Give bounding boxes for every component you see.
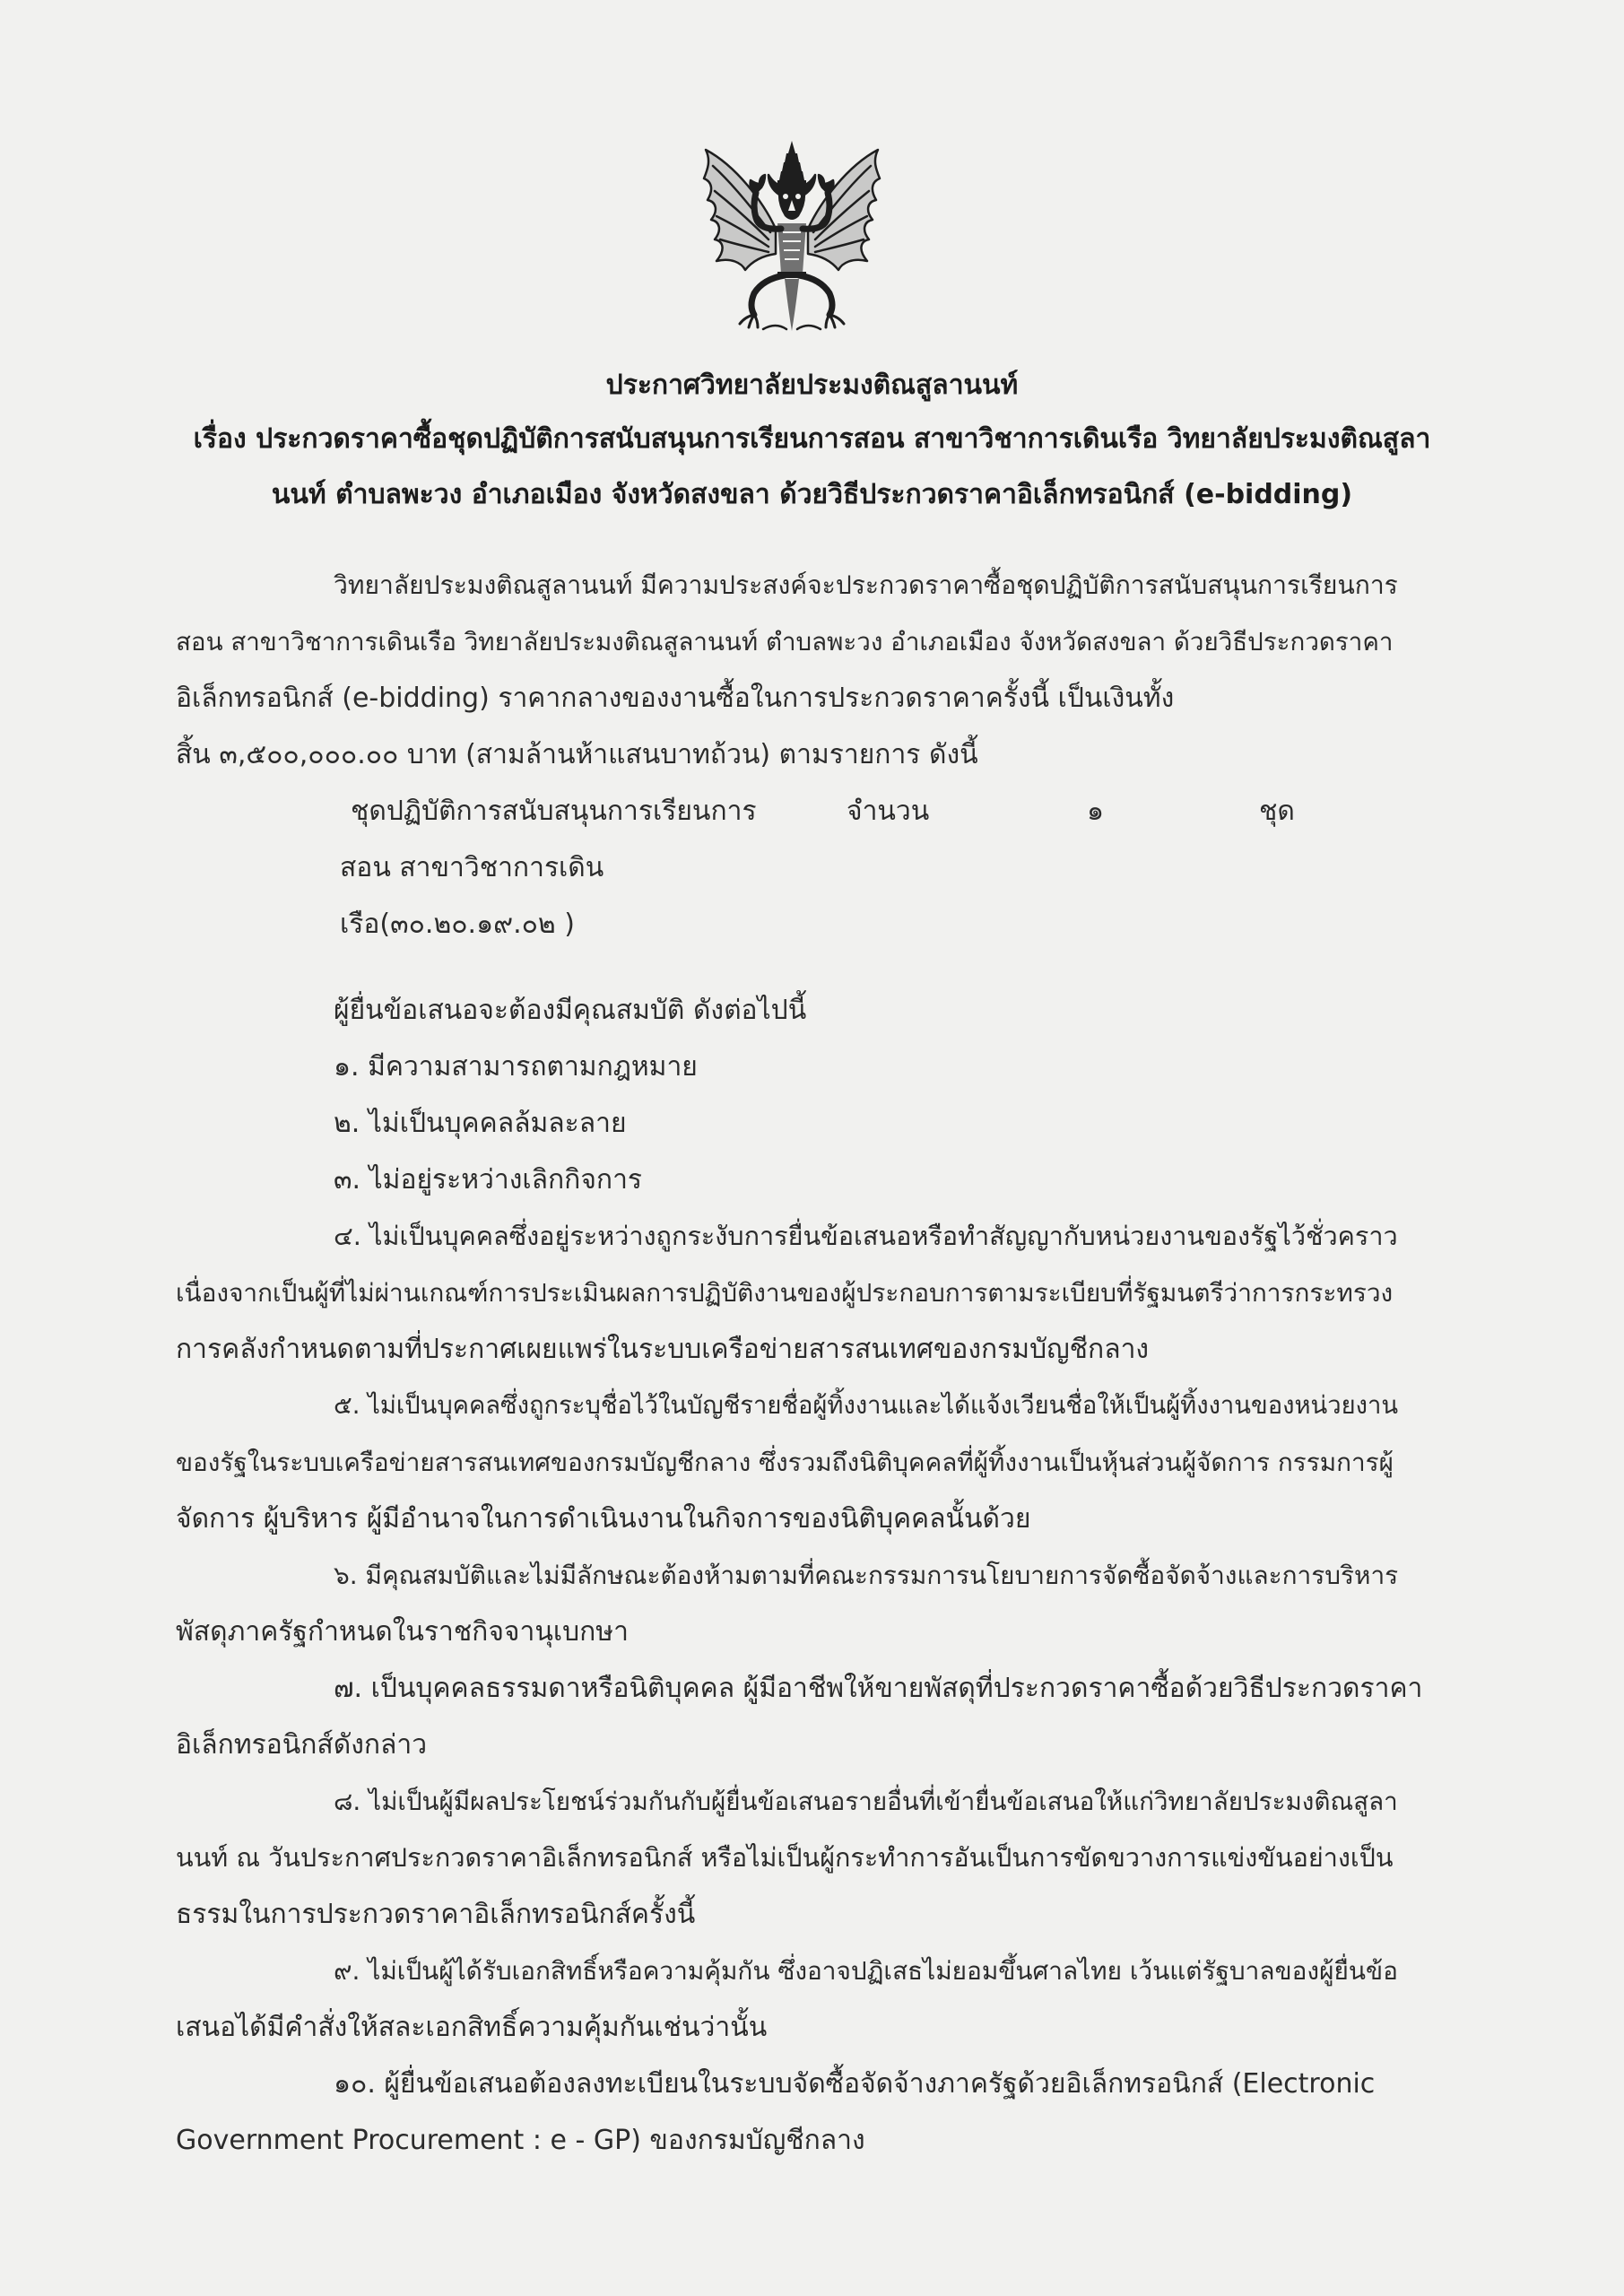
- qualification-line: ๓. ไม่อยู่ระหว่างเลิกกิจการ: [334, 1164, 643, 1196]
- garuda-emblem: [700, 139, 883, 337]
- qualification-line: เนื่องจากเป็นผู้ที่ไม่ผ่านเกณฑ์การประเมินผลการปฏิบัติงานของผู้ประกอบการตามระเบียบที่รัฐมนตรีว่าการกระทรวง: [176, 1278, 1394, 1308]
- qualification-line: ๒. ไม่เป็นบุคคลล้มละลาย: [334, 1108, 627, 1139]
- item-description-line: เรือ(๓๐.๒๐.๑๙.๐๒ ): [340, 909, 575, 940]
- qualification-item: [176, 1773, 1431, 1943]
- intro-paragraph-line: วิทยาลัยประมงติณสูลานนท์ มีความประสงค์จะประกวดราคาซื้อชุดปฏิบัติการสนับสนุนการเรียนการ: [334, 570, 1398, 600]
- qualification-item: [176, 1208, 1431, 1378]
- item-description-line: ชุดปฏิบัติการสนับสนุนการเรียนการ: [351, 796, 757, 827]
- qualification-line: ๑. มีความสามารถตามกฎหมาย: [334, 1051, 698, 1083]
- qualification-line: Government Procurement : e - GP) ของกรมบัญชีกลาง: [176, 2125, 865, 2156]
- qualification-line: พัสดุภาครัฐกำหนดในราชกิจจานุเบกษา: [176, 1616, 629, 1648]
- qualification-line: ๙. ไม่เป็นผู้ได้รับเอกสิทธิ์หรือความคุ้มกัน ซึ่งอาจปฏิเสธไม่ยอมขึ้นศาลไทย เว้นแต่รัฐบาลของผู้ยื่นข้อ: [334, 1956, 1398, 1986]
- qualification-line: ของรัฐในระบบเครือข่ายสารสนเทศของกรมบัญชีกลาง ซึ่งรวมถึงนิติบุคคลที่ผู้ทิ้งงานเป็นหุ้นส่วนผู้จัดการ กรรมการผู้: [176, 1448, 1394, 1477]
- item-quantity: ๑: [1087, 796, 1105, 827]
- procurement-item-row: [176, 783, 1431, 952]
- qualification-line: ๖. มีคุณสมบัติและไม่มีลักษณะต้องห้ามตามที่คณะกรรมการนโยบายการจัดซื้อจัดจ้างและการบริหาร: [334, 1561, 1399, 1590]
- intro-paragraph-line: สิ้น ๓,๕๐๐,๐๐๐.๐๐ บาท (สามล้านห้าแสนบาทถ้วน) ตามรายการ ดังนี้: [176, 739, 978, 770]
- qualification-line: ๑๐. ผู้ยื่นข้อเสนอต้องลงทะเบียนในระบบจัดซื้อจัดจ้างภาครัฐด้วยอิเล็กทรอนิกส์ (Electronic: [334, 2068, 1376, 2100]
- intro-paragraph-line: อิเล็กทรอนิกส์ (e-bidding) ราคากลางของงานซื้อในการประกวดราคาครั้งนี้ เป็นเงินทั้ง: [176, 683, 1175, 714]
- qualification-line: ๔. ไม่เป็นบุคคลซึ่งอยู่ระหว่างถูกระงับการยื่นข้อเสนอหรือทำสัญญากับหน่วยงานของรัฐไว้ชั่วคราว: [334, 1221, 1398, 1251]
- qualification-item: [176, 1039, 1431, 1095]
- qualification-line: ๗. เป็นบุคคลธรรมดาหรือนิติบุคคล ผู้มีอาชีพให้ขายพัสดุที่ประกวดราคาซื้อด้วยวิธีประกวดราคา: [334, 1673, 1423, 1704]
- qualification-item: [176, 1095, 1431, 1152]
- qualification-line: ๘. ไม่เป็นผู้มีผลประโยชน์ร่วมกันกับผู้ยื่นข้อเสนอรายอื่นที่เข้ายื่นข้อเสนอให้แก่วิทยาลัยประมงติณสูลา: [334, 1787, 1398, 1816]
- qualification-line: ธรรมในการประกวดราคาอิเล็กทรอนิกส์ครั้งนี้: [176, 1899, 696, 1930]
- item-quantity-label: จำนวน: [847, 796, 930, 827]
- announcement-subject-line: เรื่อง ประกวดราคาซื้อชุดปฏิบัติการสนับสนุนการเรียนการสอน สาขาวิชาการเดินเรือ วิทยาลัยประมงติณสูลา: [193, 423, 1431, 455]
- item-description-line: สอน สาขาวิชาการเดิน: [340, 852, 604, 883]
- item-description: [340, 783, 824, 952]
- announcement-header: [135, 360, 1489, 523]
- qualifications-heading: ผู้ยื่นข้อเสนอจะต้องมีคุณสมบัติ ดังต่อไปนี้: [334, 995, 807, 1026]
- qualification-item: [176, 1378, 1431, 1547]
- qualification-line: การคลังกำหนดตามที่ประกาศเผยแพร่ในระบบเครือข่ายสารสนเทศของกรมบัญชีกลาง: [176, 1334, 1150, 1365]
- announcement-subject-line: นนท์ ตำบลพะวง อำเภอเมือง จังหวัดสงขลา ด้วยวิธีประกวดราคาอิเล็กทรอนิกส์ (e-bidding): [271, 479, 1353, 510]
- intro-paragraph-line: สอน สาขาวิชาการเดินเรือ วิทยาลัยประมงติณสูลานนท์ ตำบลพะวง อำเภอเมือง จังหวัดสงขลา ด้วยวิธีประกวดราคา: [176, 627, 1394, 657]
- qualification-line: ๕. ไม่เป็นบุคคลซึ่งถูกระบุชื่อไว้ในบัญชีรายชื่อผู้ทิ้งงานและได้แจ้งเวียนชื่อให้เป็นผู้ทิ้งงานของหน่วยงาน: [334, 1392, 1399, 1420]
- qualification-line: อิเล็กทรอนิกส์ดังกล่าว: [176, 1729, 428, 1761]
- qualification-line: นนท์ ณ วันประกาศประกวดราคาอิเล็กทรอนิกส์ หรือไม่เป็นผู้กระทำการอันเป็นการขัดขวางการแข่งขันอย่างเป็น: [176, 1842, 1394, 1873]
- qualification-item: [176, 1152, 1431, 1208]
- qualification-item: [176, 1943, 1431, 2056]
- qualification-line: เสนอได้มีคำสั่งให้สละเอกสิทธิ์ความคุ้มกันเช่นว่านั้น: [176, 2012, 768, 2043]
- qualification-item: [176, 1547, 1431, 1660]
- announcement-body: [176, 557, 1431, 2169]
- announcement-title: ประกาศวิทยาลัยประมงติณสูลานนท์: [605, 370, 1019, 401]
- item-unit: ชุด: [1259, 796, 1295, 827]
- qualification-item: [176, 1660, 1431, 1773]
- qualification-line: จัดการ ผู้บริหาร ผู้มีอำนาจในการดำเนินงานในกิจการของนิติบุคคลนั้นด้วย: [176, 1503, 1031, 1535]
- qualification-item: [176, 2056, 1431, 2169]
